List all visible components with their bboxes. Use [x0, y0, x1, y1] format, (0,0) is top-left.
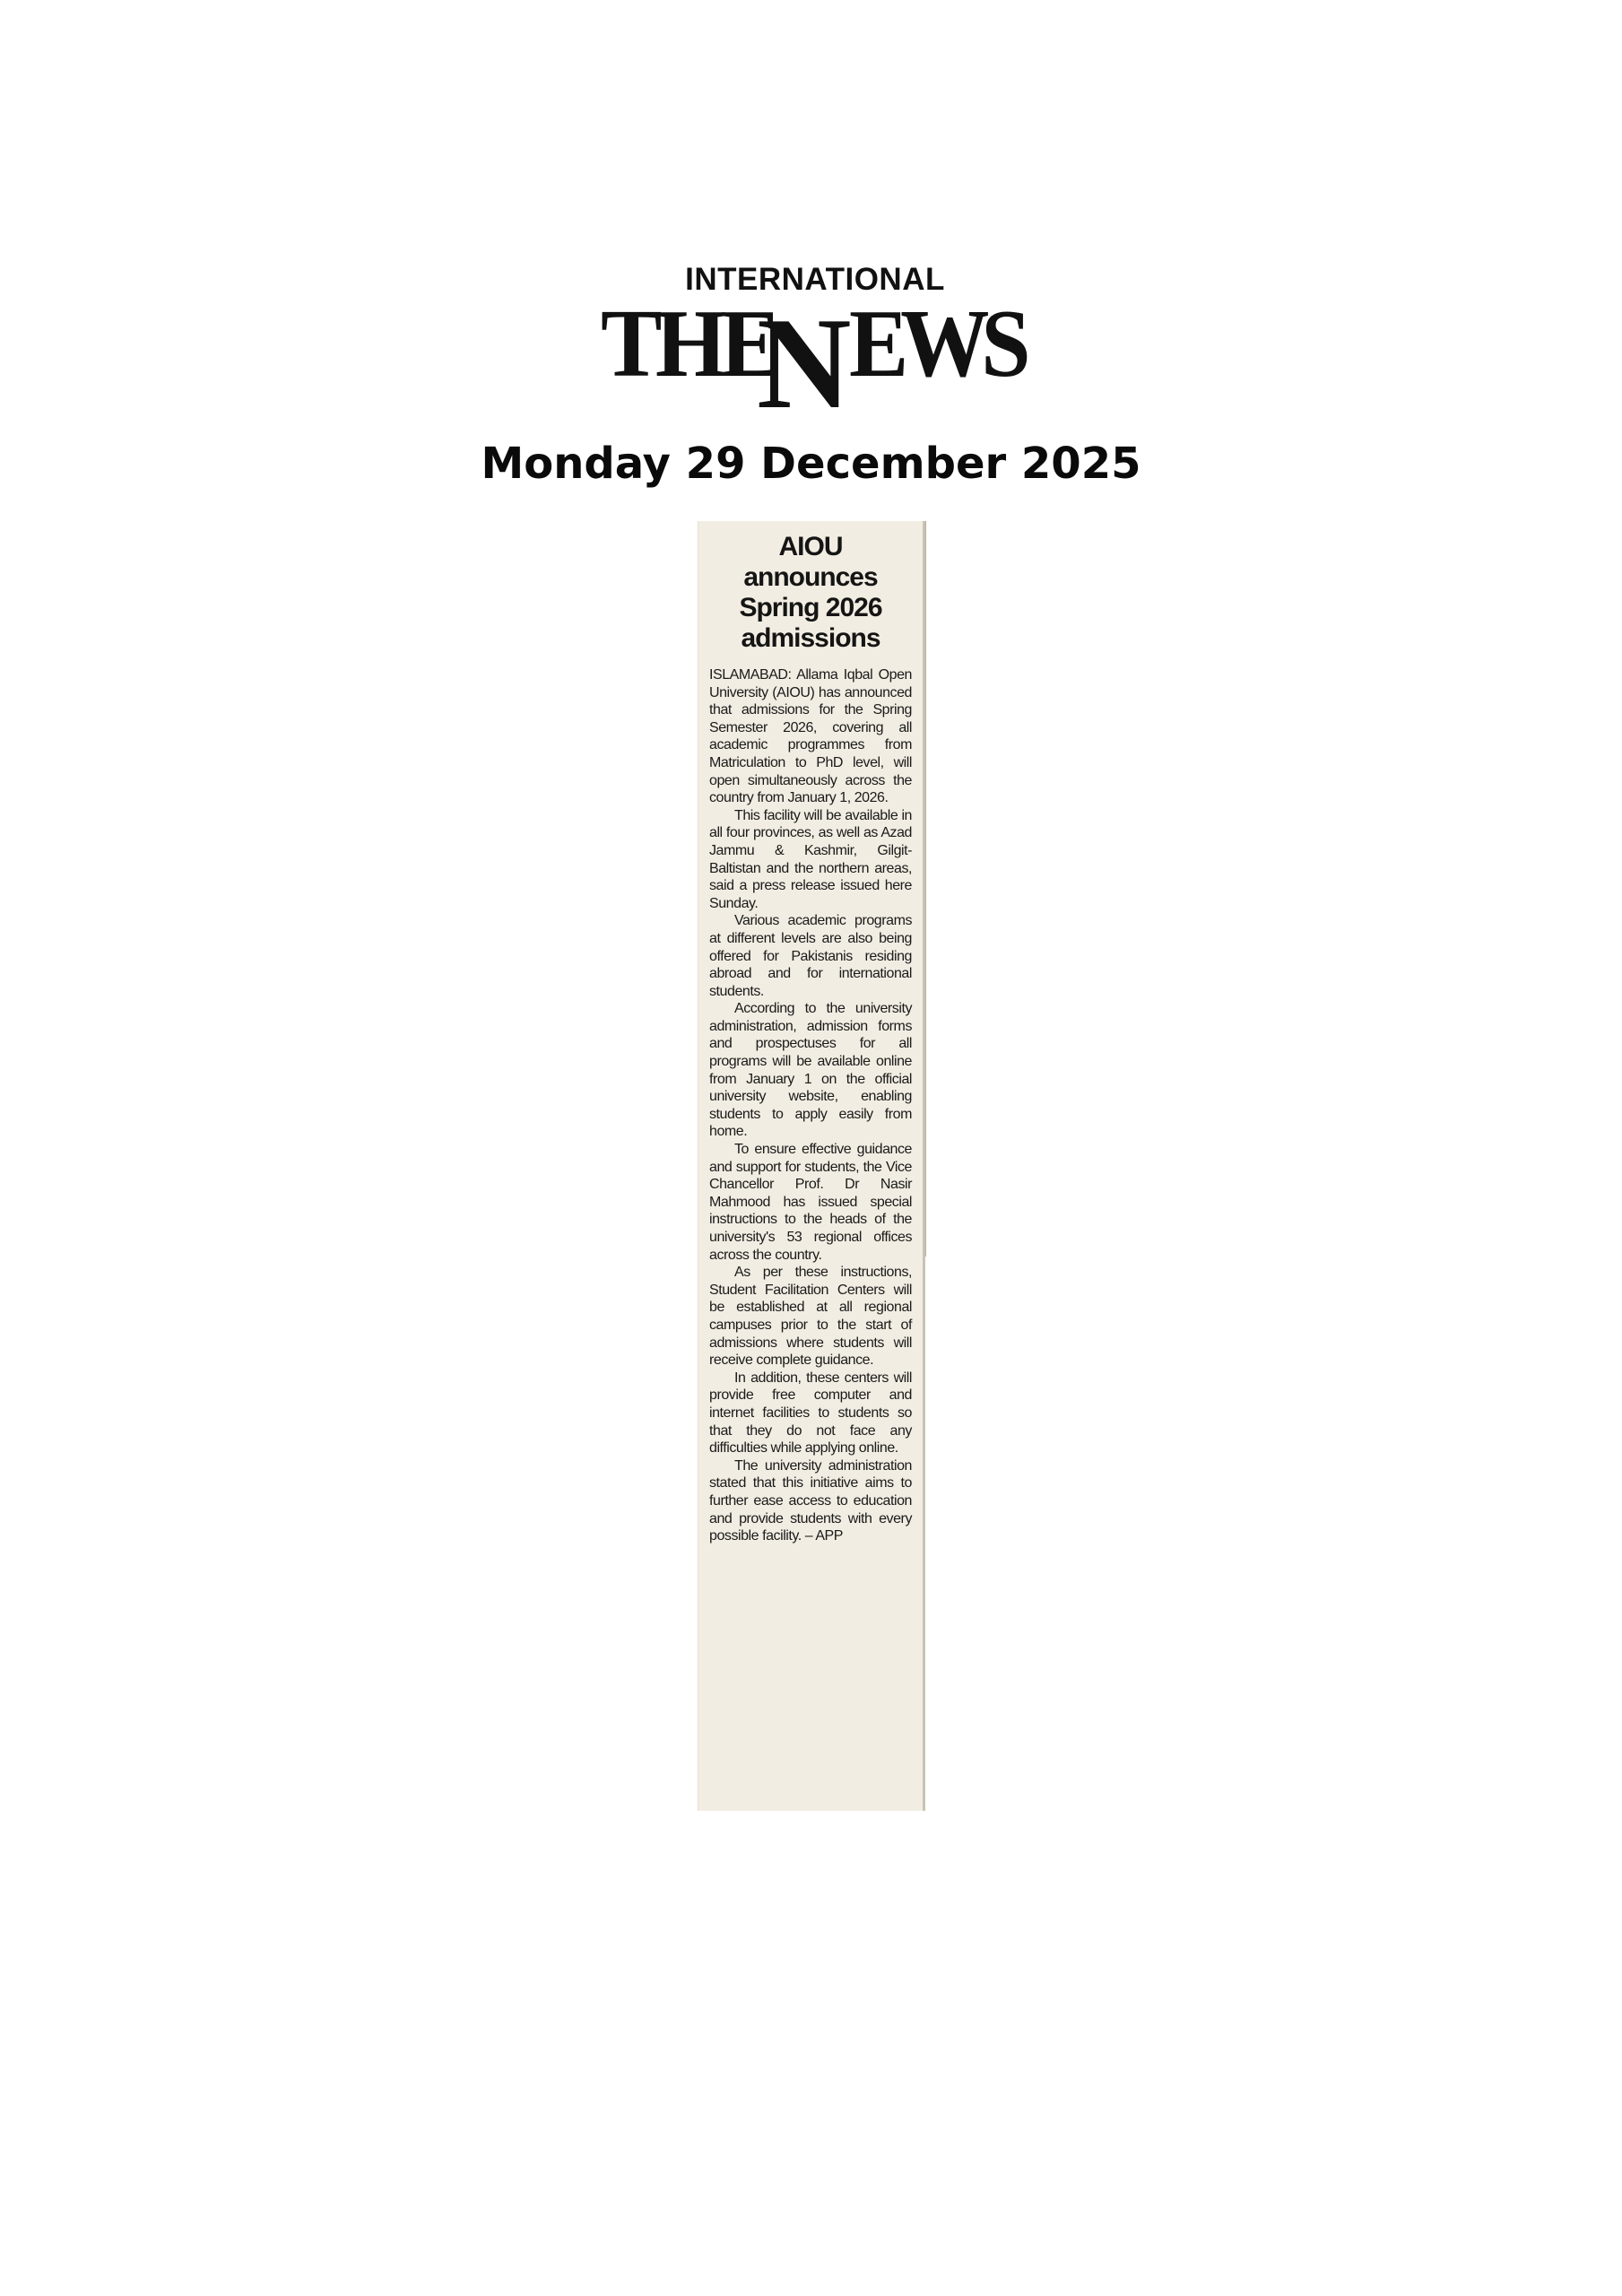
- article-paragraph: In addition, these centers will provide free computer and internet facilities to students so that they do not face any difficulties while applying online.: [709, 1370, 912, 1457]
- article-paragraph: Various academic programs at different levels are also being offered for Pakistanis residing abroad and for international students.: [709, 913, 912, 999]
- article-paragraph: This facility will be available in all four provinces, as well as Azad Jammu & Kashmir, Gilgit-Baltistan and the northern areas, said a press release issued here Sunday.: [709, 807, 912, 911]
- article-paragraph: To ensure effective guidance and support for students, the Vice Chancellor Prof. Dr Nasir Mahmood has issued special instructions to the heads of the university's 53 regional offices across the country.: [709, 1142, 912, 1263]
- logo-n: N: [757, 291, 843, 436]
- logo-ews: EWS: [849, 291, 1023, 397]
- news-clipping: [698, 521, 925, 1811]
- article-body: [709, 666, 912, 1545]
- article-paragraph: The university administration stated that this initiative aims to further ease access to education and provide students with every possible facility. – APP: [709, 1457, 912, 1544]
- masthead: [0, 260, 1622, 436]
- publication-date: Monday 29 December 2025: [481, 439, 1141, 489]
- article-paragraph: According to the university administration, admission forms and prospectuses for all programs will be available online from January 1 on the official university website, enabling students to apply easily from home.: [709, 1001, 912, 1140]
- article-paragraph: ISLAMABAD: Allama Iqbal Open University (AIOU) has announced that admissions for the Spring Semester 2026, covering all academic programmes from Matriculation to PhD level, will open simultaneously across the country from January 1, 2026.: [709, 667, 912, 806]
- logo-the: THE: [601, 291, 775, 397]
- the-news-logo: [595, 291, 1038, 436]
- article-paragraph: As per these instructions, Student Facilitation Centers will be established at all regional campuses prior to the start of admissions where students will receive complete guidance.: [709, 1265, 912, 1369]
- masthead-international-label: INTERNATIONAL: [685, 262, 945, 297]
- article-headline: AIOU announces Spring 2026 admissions: [739, 532, 882, 653]
